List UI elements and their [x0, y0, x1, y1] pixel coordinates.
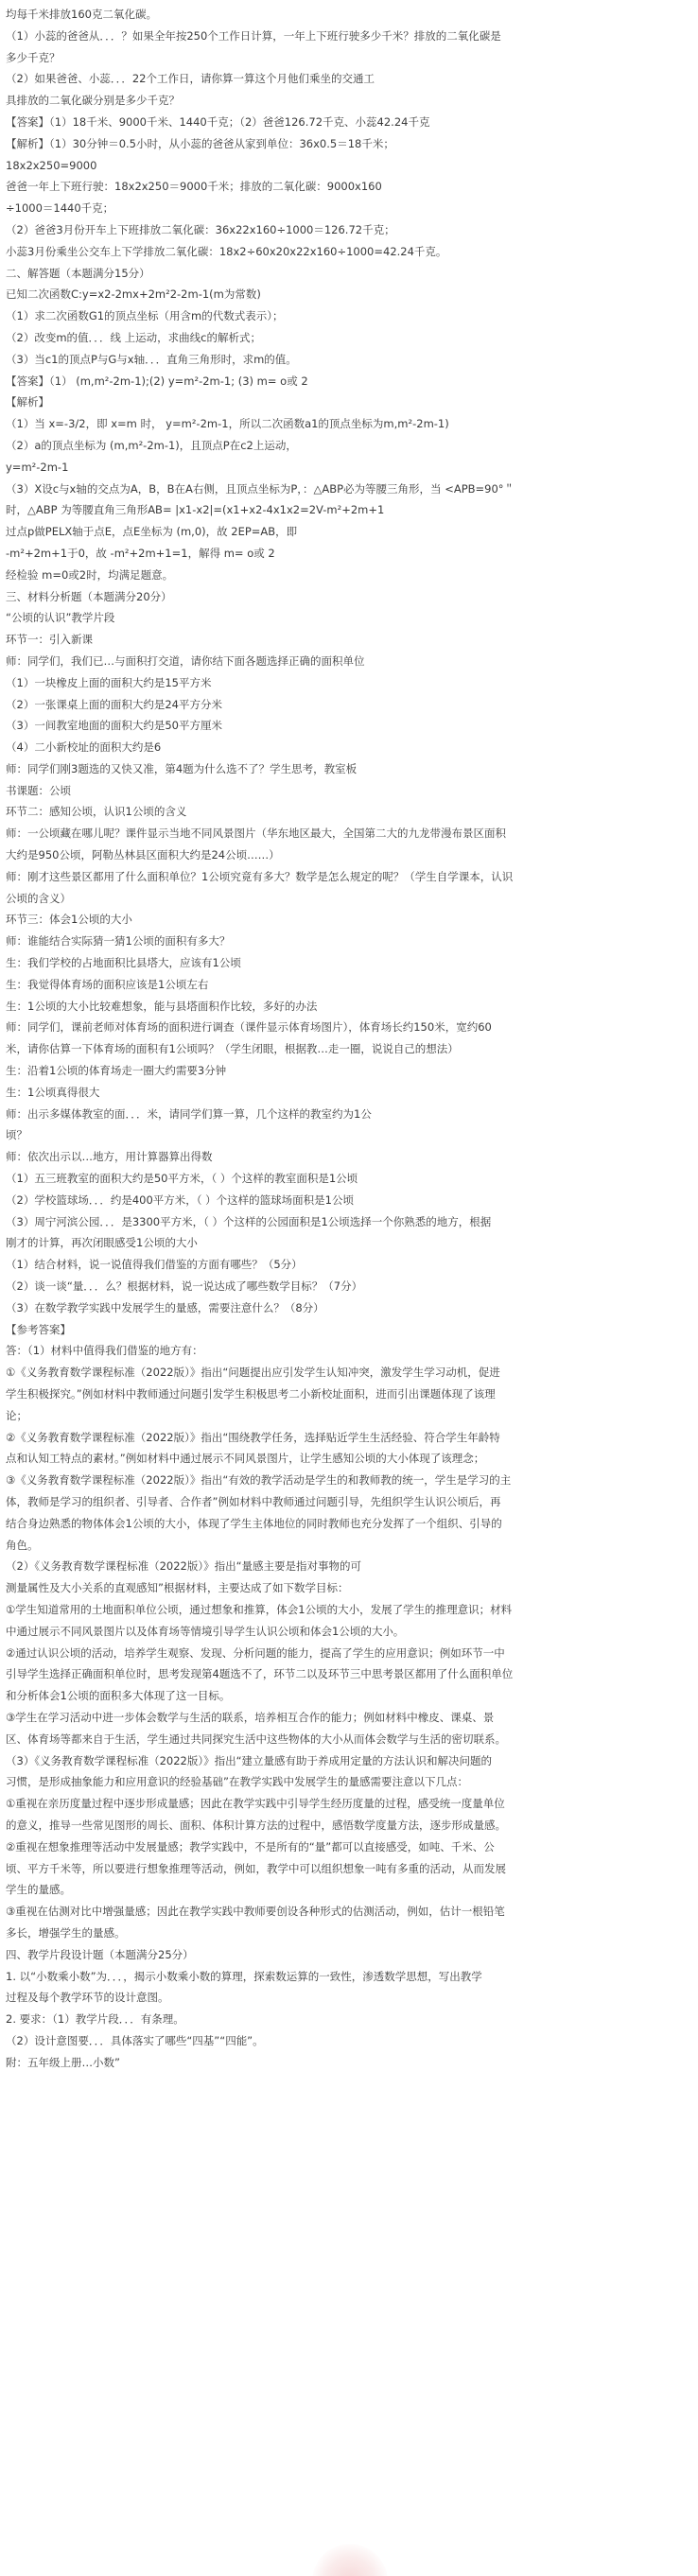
- text-line: （2）设计意图要．．．具体落实了哪些“四基”“四能”。: [6, 2033, 264, 2047]
- text-line: 爸爸一年上下班行驶：18x2x250＝9000千米；排放的二氧化碳：9000x160: [6, 180, 382, 194]
- text-line: 2. 要求：（1）教学片段．．．有条理。: [6, 2012, 184, 2027]
- text-line: 测量属性及大小关系的直观感知”根据材料，主要达成了如下数学目标：: [6, 1581, 349, 1595]
- text-line: 生：1公顷的大小比较难想象，能与县塔面积作比较，多好的办法: [6, 999, 318, 1013]
- text-line: 【答案】（1）18千米、9000千米、1440千克；（2）爸爸126.72千克、小蕊42.24千克: [6, 114, 430, 129]
- text-line: ③学生在学习活动中进一步体会数学与生活的联系，培养相互合作的能力；例如材料中橡皮、课桌、景: [6, 1710, 495, 1724]
- text-line: 【解析】（1）30分钟＝0.5小时，从小蕊的爸爸从家到单位：36x0.5＝18千米；: [6, 136, 394, 150]
- text-line: 生：我觉得体育场的面积应该是1公顷左右: [6, 977, 209, 991]
- text-line: （1）小蕊的爸爸从．．．？如果全年按250个工作日计算，一年上下班行驶多少千米？排放的二氧化碳是: [6, 28, 501, 43]
- text-line: -m²+2m+1于0，故 -m²+2m+1=1，解得 m= o或 2: [6, 546, 275, 560]
- text-line: 师：一公顷藏在哪儿呢？课件显示当地不同风景图片（华东地区最大，全国第二大的九龙带漫布景区面积: [6, 827, 506, 841]
- text-line: 中通过展示不同风景图片以及体育场等情境引导学生认识公顷和体会1公顷的大小。: [6, 1624, 405, 1638]
- text-line: 均每千米排放160克二氧化碳。: [6, 8, 157, 21]
- text-line: 区、体育场等都来自于生活，学生通过共同探究生活中这些物体的大小从而体会数学与生活的密切联系。: [6, 1732, 506, 1746]
- text-line: 学生积极探究。”例如材料中教师通过问题引发学生积极思考二小新校址面积，进而引出课题体现了该理: [6, 1387, 496, 1401]
- text-line: 顷？: [6, 1128, 27, 1142]
- text-line: 答：（1）材料中值得我们借鉴的地方有：: [6, 1344, 203, 1358]
- text-line: （4）二小新校址的面积大约是6: [6, 740, 162, 755]
- text-line: （2）一张课桌上面的面积大约是24平方分米: [6, 697, 222, 711]
- text-line: 书课题：公顷: [6, 783, 71, 797]
- text-line: 环节三：体会1公顷的大小: [6, 913, 132, 927]
- text-line: 师：同学们，课前老师对体育场的面积进行调查（课件显示体育场图片），体育场长约150米，宽约60: [6, 1020, 492, 1035]
- text-line: （2）如果爸爸、小蕊．．．22个工作日，请你算一算这个月他们乘坐的交通工: [6, 72, 375, 86]
- text-line: 三、材料分析题（本题满分20分）: [6, 589, 172, 603]
- text-line: 【答案】（1） (m,m²-2m-1);(2) y=m²-2m-1; (3) m= o或 2: [6, 374, 308, 388]
- text-line: 1. 以“小数乘小数”为．．．，揭示小数乘小数的算理，探索数运算的一致性，渗透数学思想，写出教学: [6, 1969, 482, 1983]
- text-line: 过点p做PELX轴于点E，点E坐标为 (m,0)，故 2EP=AB，即: [6, 525, 298, 539]
- text-line: 和分析体会1公顷的面积多大体现了这一目标。: [6, 1689, 231, 1703]
- text-line: 18x2x250=9000: [6, 158, 97, 172]
- text-line: 学生的量感。: [6, 1883, 71, 1897]
- text-line: 论；: [6, 1408, 27, 1422]
- text-line: ③《义务教育数学课程标准（2022版）》指出“有效的教学活动是学生的和教师教的统一，学生是学习的主: [6, 1473, 512, 1488]
- text-line: 师：谁能结合实际猜一猜1公顷的面积有多大？: [6, 934, 231, 949]
- text-line: 师：同学们刚3题选的又快又准，第4题为什么选不了？学生思考，教室板: [6, 761, 358, 775]
- text-line: （1）结合材料，说一说值得我们借鉴的方面有哪些？（5分）: [6, 1258, 303, 1272]
- text-line: 时，△ABP 为等腰直角三角形AB= |x1-x2|=(x1+x2-4x1x2=2V-m²+2m+1: [6, 503, 385, 517]
- text-line: 【解析】: [6, 395, 49, 409]
- text-line: 多长，增强学生的量感。: [6, 1925, 126, 1940]
- text-line: 二、解答题（本题满分15分）: [6, 266, 150, 280]
- text-line: （2）学校篮球场．．．约是400平方米，（ ）个这样的篮球场面积是1公顷: [6, 1192, 354, 1207]
- text-line: ②通过认识公顷的活动，培养学生观察、发现、分析问题的能力，提高了学生的应用意识；例如环节一中: [6, 1645, 505, 1660]
- text-line: （3）当c1的顶点P与G与x轴．．．直角三角形时，求m的值。: [6, 352, 297, 366]
- text-line: （2）爸爸3月份开车上下班排放二氧化碳：36x22x160÷1000＝126.72千克；: [6, 222, 395, 236]
- text-line: 环节二：感知公顷，认识1公顷的含义: [6, 805, 187, 819]
- text-line: 已知二次函数C:y=x2-2mx+2m²2-2m-1(m为常数): [6, 287, 261, 302]
- text-line: （1）求二次函数G1的顶点坐标（用含m的代数式表示）；: [6, 309, 284, 323]
- text-line: 引导学生选择正确面积单位时，思考发现第4题选不了，环节二以及环节三中思考景区都用了什么面积单位: [6, 1667, 514, 1681]
- text-line: （3）《义务教育数学课程标准（2022版）》指出“建立量感有助于养成用定量的方法认识和解决问题的: [6, 1753, 493, 1767]
- text-line: 生：沿着1公顷的体育场走一圈大约需要3分钟: [6, 1064, 227, 1078]
- text-line: （3）在数学教学实践中发展学生的量感，需要注意什么？（8分）: [6, 1300, 324, 1314]
- text-line: 习惯，是形成抽象能力和应用意识的经验基础”在教学实践中发展学生的量感需要注意以下几点：: [6, 1775, 468, 1789]
- text-line: 公顷的含义）: [6, 891, 71, 905]
- text-line: 多少千克？: [6, 50, 61, 64]
- text-line: （2）a的顶点坐标为 (m,m²-2m-1)，且顶点P在c2上运动，: [6, 438, 297, 452]
- text-line: 顷、平方千米等，所以要进行想象推理等活动，例如，教学中可以组织想象一吨有多重的活动，从而发展: [6, 1861, 506, 1875]
- text-line: 点和认知工特点的素材。”例如材料中通过展示不同风景图片，让学生感知公顷的大小体现了该理念；: [6, 1452, 485, 1466]
- text-line: ②重视在想象推理等活动中发展量感；教学实践中，不是所有的“量”都可以直接感受，如吨、千米、公: [6, 1839, 495, 1854]
- text-line: 【参考答案】: [6, 1322, 71, 1336]
- text-line: （2）谈一谈“量．．．么？根据材料，说一说达成了哪些数学目标？（7分）: [6, 1279, 363, 1294]
- text-line: 师：刚才这些景区都用了什么面积单位？1公顷究竟有多大？数学是怎么规定的呢？（学生自学课本，认识: [6, 869, 514, 883]
- text-line: （3）X设c与x轴的交点为A，B，B在A右侧，且顶点坐标为P，：△ABP必为等腰三角形，当 <APB=90°＂: [6, 481, 515, 496]
- text-line: 师：同学们，我们已…与面积打交道，请你结下面各题选择正确的面积单位: [6, 653, 365, 668]
- text-line: 体，教师是学习的组织者、引导者、合作者”例如材料中教师通过问题引导，先组织学生认识公顷后，再: [6, 1494, 501, 1508]
- text-line: （1）当 x=-3/2，即 x=m 时， y=m²-2m-1，所以二次函数a1的顶点坐标为m,m²-2m-1): [6, 417, 449, 431]
- text-line: y=m²-2m-1: [6, 460, 69, 474]
- text-line: 师：依次出示以…地方，用计算器算出得数: [6, 1150, 213, 1164]
- text-line: 米，请你估算一下体育场的面积有1公顷吗？（学生闭眼，根据教…走一圈，说说自己的想法）: [6, 1042, 459, 1056]
- text-line: （3）周宁河滨公园．．．是3300平方米，（ ）个这样的公园面积是1公顷选择一个你熟悉的地方，根据: [6, 1214, 492, 1228]
- text-line: 生：1公顷真得很大: [6, 1085, 100, 1099]
- text-line: “公顷的认识”教学片段: [6, 611, 115, 625]
- text-line: 环节一：引入新课: [6, 633, 93, 647]
- text-line: （1）五三班教室的面积大约是50平方米，（ ）个这样的教室面积是1公顷: [6, 1172, 358, 1186]
- text-line: 经检验 m=0或2时，均满足题意。: [6, 567, 174, 582]
- text-line: 角色。: [6, 1538, 39, 1552]
- text-line: ÷1000＝1440千克；: [6, 201, 114, 216]
- text-line: ①学生知道常用的土地面积单位公顷，通过想象和推算，体会1公顷的大小，发展了学生的推理意识；材料: [6, 1602, 513, 1616]
- text-line: （2）改变m的值．．．线 上运动，求曲线c的解析式；: [6, 330, 261, 344]
- text-line: 刚才的计算，再次闭眼感受1公顷的大小: [6, 1236, 198, 1250]
- text-line: ②《义务教育数学课程标准（2022版）》指出“围绕教学任务，选择贴近学生生活经验、符合学生年龄特: [6, 1430, 500, 1444]
- text-line: 师：出示多媒体教室的面．．．米，请同学们算一算，几个这样的教室约为1公: [6, 1106, 372, 1121]
- text-line: ①《义务教育数学课程标准（2022版）》指出“问题提出应引发学生认知冲突，激发学生学习动机，促进: [6, 1366, 500, 1380]
- text-line: （3）一间教室地面的面积大约是50平方厘米: [6, 719, 222, 733]
- text-line: 小蕊3月份乘坐公交车上下学排放二氧化碳：18x2÷60x20x22x160÷1000=42.24千克。: [6, 244, 447, 258]
- text-line: ①重视在亲历度量过程中逐步形成量感；因此在教学实践中引导学生经历度量的过程，感受统一度量单位: [6, 1797, 505, 1811]
- text-line: 附：五年级上册…小数”: [6, 2055, 120, 2069]
- text-line: 结合身边熟悉的物体体会1公顷的大小，体现了学生主体地位的同时教师也充分发挥了一个组织、引导的: [6, 1516, 502, 1530]
- text-line: 具排放的二氧化碳分别是多少千克？: [6, 94, 180, 108]
- text-line: 的意义，推导一些常见图形的周长、面积、体积计算方法的过程中，感悟数学度量方法，逐步形成量感。: [6, 1818, 506, 1832]
- text-line: 过程及每个教学环节的设计意图。: [6, 1991, 169, 2005]
- text-line: 生：我们学校的占地面积比县塔大，应该有1公顷: [6, 956, 241, 970]
- text-line: 四、教学片段设计题（本题满分25分）: [6, 1947, 194, 1961]
- text-line: （1）一块橡皮上面的面积大约是15平方米: [6, 675, 212, 689]
- text-line: 大约是950公顷，阿勒丛林县区面积大约是24公顷……）: [6, 848, 280, 862]
- text-line: （2）《义务教育数学课程标准（2022版）》指出“量感主要是指对事物的可: [6, 1559, 362, 1574]
- text-line: ③重视在估测对比中增强量感；因此在教学实践中教师要创设各种形式的估测活动，例如，估计一根铅笔: [6, 1905, 505, 1919]
